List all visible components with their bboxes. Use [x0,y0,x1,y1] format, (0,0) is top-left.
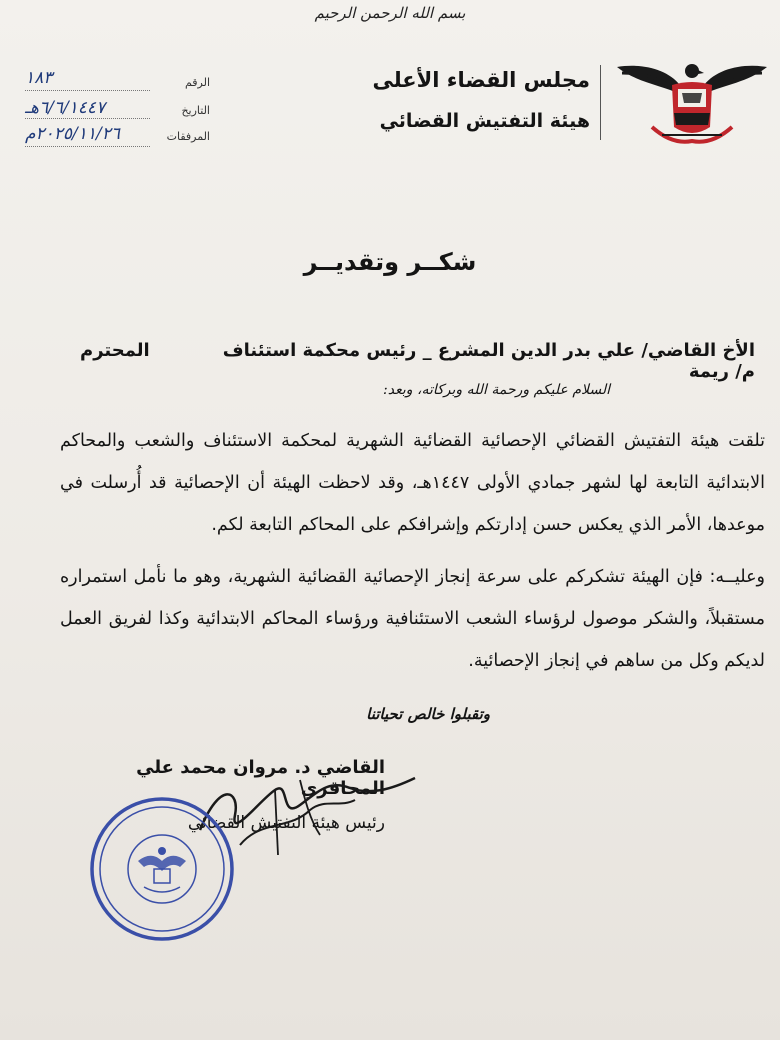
ref-number-label: الرقم [184,76,210,89]
greeting: السلام عليكم ورحمة الله وبركاته، وبعد: [383,382,610,398]
ref-date-line [25,118,150,119]
signatory-title: رئيس هيئة التفتيش القضائي [187,813,385,833]
ref-attachments-label: المرفقات [166,130,210,143]
recipient-line: الأخ القاضي/ علي بدر الدين المشرع _ رئيس محكمة استئناف م/ ريمة [222,340,755,382]
body-paragraph-2: وعليــه: فإن الهيئة تشكركم على سرعة إنجاز الإحصائية القضائية الشهرية، وهو ما نأمل استمراره مستقبلاً، والشكر موصول لرؤساء الشعب الاستئنافية ورؤساء المحاكم الابتدائية وكذا لفريق العمل لديكم وكل من ساهم في إنجاز الإحصائية. [60,567,765,671]
ref-date-label: التاريخ [181,104,210,117]
ref-attachments-line [25,146,150,147]
honorific: المحترم [80,340,150,361]
official-stamp-icon [88,795,236,943]
body-paragraph-1: تلقت هيئة التفتيش القضائي الإحصائية القضائية الشهرية لمحكمة الاستئناف والشعب والمحاكم الابتدائية التابعة لها لشهر جمادي الأولى ١٤٤٧هـ، وقد لاحظت الهيئة أن الإحصائية قد أُرسلت في موعدها، الأمر الذي يعكس حسن إدارتكم وإشرافكم على المحاكم التابعة لكم. [60,431,765,535]
closing-line: وتقبلوا خالص تحياتنا [366,705,490,723]
signatory-name: القاضي د. مروان محمد علي المحاقري [136,757,385,799]
ref-number-value: ١٨٣ [25,68,53,88]
authority-title: هيئة التفتيش القضائي [379,110,590,132]
council-title: مجلس القضاء الأعلى [372,68,590,92]
ref-date-value: ٦/٦/١٤٤٧هـ [25,98,106,118]
header-divider [600,65,601,140]
ref-number-line [25,90,150,91]
eagle-emblem-icon [612,55,772,150]
letter-title: شكــر وتقديــر [303,248,477,276]
basmala: بسم الله الرحمن الرحيم [314,4,466,22]
ref-attachments-value: ٢٠٢٥/١١/٢٦م [25,124,121,144]
